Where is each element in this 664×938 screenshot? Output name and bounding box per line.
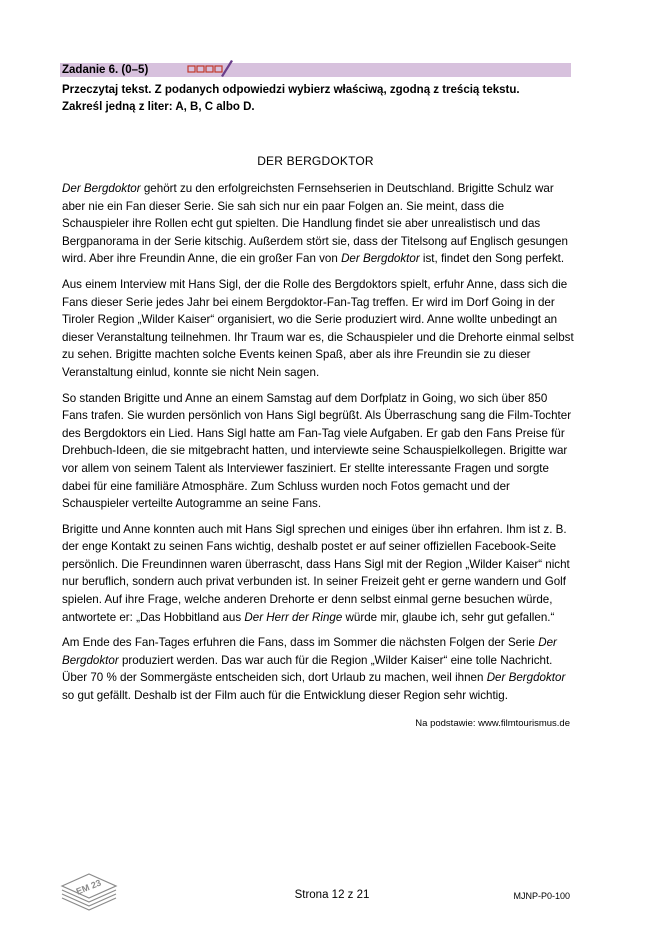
series-title: Der Bergdoktor [62,636,557,667]
source-citation: Na podstawie: www.filmtourismus.de [415,718,570,729]
exam-code: MJNP-P0-100 [513,891,570,901]
paragraph-3: So standen Brigitte und Anne an einem Samstag auf dem Dorfplatz in Going, wo sich über 850 Fans trafen. Sie wurden persönlich von Hans Sigl begrüßt. Als Überraschung sang die Film-Tochter des Bergdoktors ein Lied. Hans Sigl hatte am Fan-Tag viele Aufgaben. Er gab den Fans Preise für Drehbuch-Ideen, die sie mitgebracht hatten, und interviewte seine Schauspielkollegen. Brigitte war vor allem von seinem Talent als Interviewer fasziniert. Er stellte interessante Fragen und sorgte dabei für eine familiäre Atmosphäre. Zum Schluss wurden noch Fotos gemacht und der Schauspieler verteilte Autogramme an seine Fans. [62,391,572,511]
skill-box [215,66,222,72]
skill-box [206,66,213,72]
logo-text: EM 23 [74,877,103,897]
article-title: DER BERGDOKTOR [257,154,374,168]
paragraph-2: Aus einem Interview mit Hans Sigl, der die Rolle des Bergdoktors spielt, erfuhr Anne, dass sich die Fans dieser Serie jedes Jahr bei einem Bergdoktor-Fan-Tag treffen. Er wird im Dorf Going in der Tiroler Region „Wilder Kaiser“ organisiert, wo die Serie produziert wird. Anne wollte unbedingt an dieser Veranstaltung teilnehmen. Ihr Traum war es, die Schauspieler und die Drehorte einmal selbst zu sehen. Brigitte machten solche Events keinen Spaß, aber als ihre Freundin sie zu dieser Veranstaltung einlud, konnte sie nicht Nein sagen. [62,277,574,379]
page-number: Strona 12 z 21 [294,889,370,901]
paragraph-1: Der Bergdoktor gehört zu den erfolgreichsten Fernsehserien in Deutschland. Brigitte Schulz war aber nie ein Fan dieser Serie. Sie sah sich nur ein paar Folgen an. Sie meint, dass die Schauspieler ihre Rollen echt gut spielten. Die Handlung findet sie aber unrealistisch und das Bergpanorama in der Serie kitschig. Außerdem stört sie, dass der Titelsong auf Englisch gesungen wird. Aber ihre Freundin Anne, die ein großer Fan von Der Bergdoktor ist, findet den Song perfekt. [62,182,568,266]
paragraph-4: Brigitte und Anne konnten auch mit Hans Sigl sprechen und einiges über ihn erfahren. Ihm ist z. B. der enge Kontakt zu seinen Fans wichtig, deshalb postet er auf seiner offiziellen Facebook-Seite persönlich. Die Freundinnen waren überrascht, dass Hans Sigl mit der Region „Wilder Kaiser“ nicht nur beruflich, sondern auch privat verbunden ist. In seiner Freizeit geht er gerne wandern und Golf spielen. Auf ihre Frage, welche anderen Drehorte er denn selbst einmal gerne besuchen würde, antwortete er: „Das Hobbitland aus Der Herr der Ringe würde mir, glaube ich, sehr gut gefallen.“ [62,522,570,624]
film-title: Der Herr der Ringe [244,610,343,624]
skill-box [188,66,195,72]
series-title: Der Bergdoktor [341,252,420,266]
paragraph-5: Am Ende des Fan-Tages erfuhren die Fans, dass im Sommer die nächsten Folgen der Serie Der Bergdoktor produziert werden. Das war auch für die Region „Wilder Kaiser“ eine tolle Nachricht. Über 70 % der Sommergäste entscheiden sich, dort Urlaub zu machen, weil ihnen Der Bergdoktor so gut gefällt. Deshalb ist der Film auch für die Entwicklung dieser Region sehr wichtig. [62,636,566,703]
skill-box [197,66,204,72]
series-title: Der Bergdoktor [62,182,141,195]
skills-pencil-icon [187,57,233,79]
task-instructions [62,82,572,116]
series-title: Der Bergdoktor [486,671,566,685]
article-body [62,180,574,713]
pencil [221,60,233,77]
task-title: Zadanie 6. (0–5) [62,64,149,76]
instruction-line: Zakreśl jedną z liter: A, B, C albo D. [62,101,255,113]
instruction-line: Przeczytaj tekst. Z podanych odpowiedzi wybierz właściwą, zgodną z treścią tekstu. [62,84,520,96]
